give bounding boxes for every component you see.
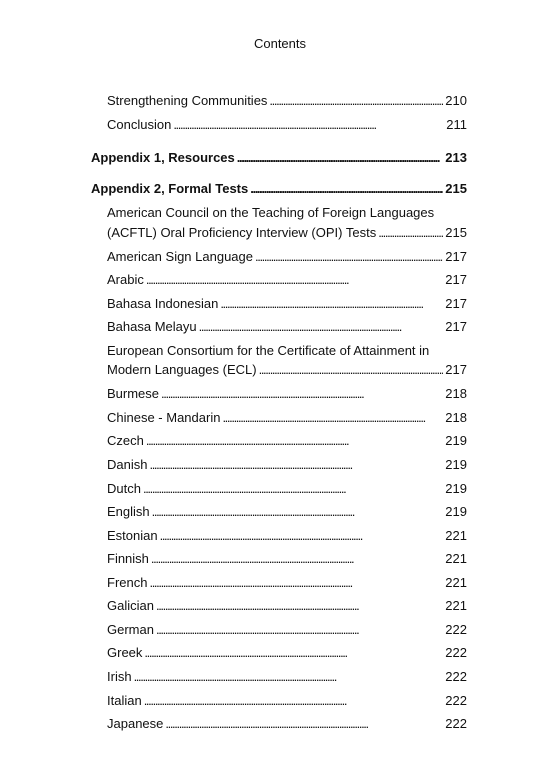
toc-entry-page: 217 (445, 362, 467, 377)
leader-dots (259, 362, 444, 378)
toc-entry-label: Appendix 1, Resources (91, 150, 235, 165)
toc-entry[interactable] (107, 575, 467, 591)
toc-entry-page: 219 (445, 457, 467, 472)
leader-dots (152, 504, 444, 520)
leader-dots (151, 551, 443, 567)
toc-entry[interactable] (107, 457, 467, 473)
leader-dots (149, 575, 443, 591)
leader-dots (199, 319, 444, 335)
toc-entry-page: 219 (445, 504, 467, 519)
toc-entry-page: 221 (445, 598, 467, 613)
toc-entry-page: 218 (445, 410, 467, 425)
leader-dots (156, 598, 443, 614)
leader-dots (269, 93, 443, 109)
page-title: Contents (253, 36, 307, 51)
toc-entry[interactable] (107, 669, 467, 685)
toc-entry[interactable] (107, 645, 467, 661)
toc-entry[interactable] (107, 249, 467, 265)
toc-entry[interactable] (107, 410, 467, 426)
toc-entry-page: 219 (445, 481, 467, 496)
toc-entry-page: 211 (446, 117, 467, 132)
toc-entry-page: 210 (445, 93, 467, 108)
leader-dots (220, 296, 443, 312)
leader-dots (146, 433, 443, 449)
toc-entry[interactable] (107, 386, 467, 402)
toc-entry-line1: American Council on the Teaching of Foreign Languages (107, 205, 435, 220)
toc-entry[interactable] (107, 117, 467, 133)
toc-entry[interactable] (107, 433, 467, 449)
toc-entry-label: Dutch (107, 481, 141, 496)
toc-entry-label: Arabic (107, 272, 144, 287)
leader-dots (134, 669, 444, 685)
leader-dots (165, 716, 443, 732)
leader-dots (160, 528, 444, 544)
leader-dots (173, 117, 444, 133)
toc-entry[interactable] (107, 225, 467, 241)
toc-entry-label: Estonian (107, 528, 158, 543)
toc-entry-page: 222 (445, 716, 467, 731)
toc-entry-label: Greek (107, 645, 143, 660)
toc-entry[interactable] (107, 272, 467, 288)
leader-dots (149, 457, 443, 473)
leader-dots (222, 410, 443, 426)
toc-entry-label: Japanese (107, 716, 164, 731)
toc-entry-label: Czech (107, 433, 144, 448)
toc-entry-line1: European Consortium for the Certificate of Attainment in (107, 343, 430, 358)
leader-dots (250, 181, 443, 197)
toc-entry[interactable] (107, 551, 467, 567)
toc-entry-page: 213 (445, 150, 467, 165)
toc-entry-page: 219 (445, 433, 467, 448)
toc-entry-label: Galician (107, 598, 154, 613)
toc-entry-page: 221 (445, 551, 467, 566)
toc-entry-label: Bahasa Indonesian (107, 296, 219, 311)
toc-entry-page: 221 (445, 575, 467, 590)
toc-entry[interactable] (107, 622, 467, 638)
toc-entry[interactable] (107, 296, 467, 312)
toc-entry[interactable] (107, 93, 467, 109)
toc-entry-page: 217 (445, 249, 467, 264)
toc-entry-label: Italian (107, 693, 142, 708)
toc-entry-label: Irish (107, 669, 132, 684)
toc-entry-label: French (107, 575, 148, 590)
leader-dots (161, 386, 443, 402)
toc-entry-page: 222 (445, 693, 467, 708)
toc-entry[interactable] (107, 716, 467, 732)
leader-dots (237, 150, 444, 166)
toc-entry-page: 217 (445, 319, 467, 334)
toc-entry[interactable] (107, 481, 467, 497)
toc-entry-label: American Sign Language (107, 249, 253, 264)
toc-entry-page: 221 (445, 528, 467, 543)
leader-dots (146, 272, 443, 288)
toc-entry[interactable] (107, 319, 467, 335)
toc-entry-label: Modern Languages (ECL) (107, 362, 257, 377)
toc-entry-label: Burmese (107, 386, 160, 401)
toc-entry-label: German (107, 622, 154, 637)
toc-entry[interactable] (107, 598, 467, 614)
toc-appendix-entry[interactable] (91, 181, 467, 197)
toc-entry-label: Bahasa Melayu (107, 319, 197, 334)
leader-dots (156, 622, 443, 638)
toc-entry-label: Appendix 2, Formal Tests (91, 181, 249, 196)
toc-entry-page: 217 (445, 296, 467, 311)
toc-entry-page: 217 (445, 272, 467, 287)
toc-entry-page: 222 (445, 622, 467, 637)
leader-dots (378, 225, 443, 241)
toc-entry[interactable] (107, 504, 467, 520)
toc-entry[interactable] (107, 528, 467, 544)
toc-entry[interactable] (107, 693, 467, 709)
leader-dots (144, 645, 443, 661)
toc-entry-page: 215 (445, 225, 467, 240)
toc-entry-page: 222 (445, 645, 467, 660)
toc-entry-label: Chinese - Mandarin (107, 410, 221, 425)
leader-dots (255, 249, 443, 265)
toc-entry-page: 218 (445, 386, 467, 401)
leader-dots (144, 693, 444, 709)
toc-entry-label: (ACFTL) Oral Proficiency Interview (OPI) Tests (107, 225, 377, 240)
toc-entry-label: Conclusion (107, 117, 172, 132)
toc-entry-label: Finnish (107, 551, 149, 566)
toc-entry-label: English (107, 504, 150, 519)
toc-appendix-entry[interactable] (91, 150, 467, 166)
toc-entry-page: 222 (445, 669, 467, 684)
toc-entry[interactable] (107, 362, 467, 378)
leader-dots (143, 481, 443, 497)
toc-entry-page: 215 (445, 181, 467, 196)
toc-entry-label: Danish (107, 457, 148, 472)
toc-entry-label: Strengthening Communities (107, 93, 268, 108)
